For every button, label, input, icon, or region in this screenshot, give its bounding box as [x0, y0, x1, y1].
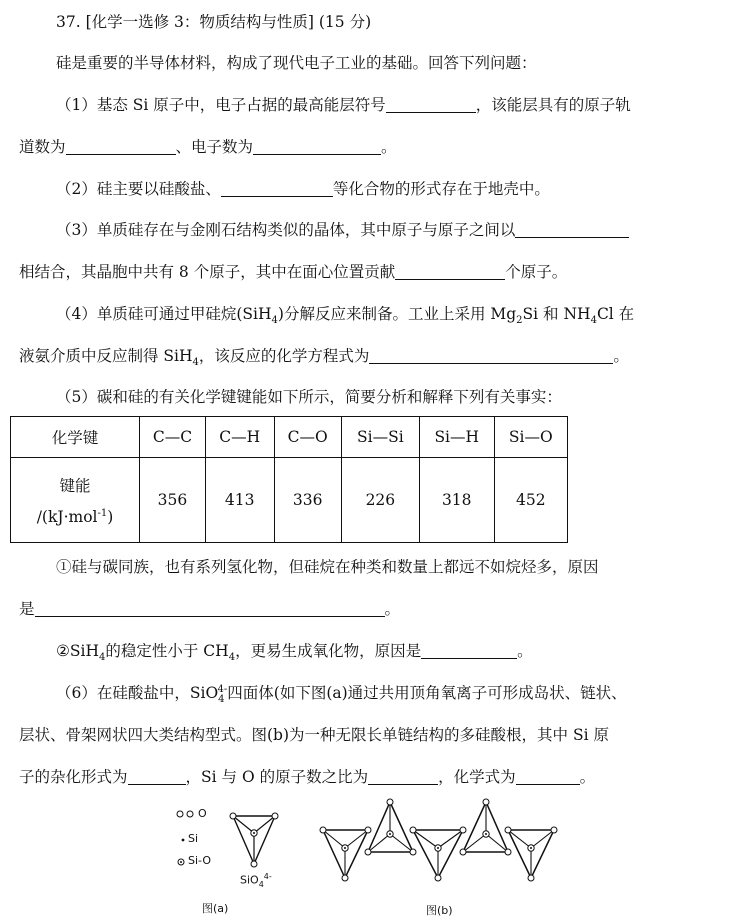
figure-b-silicate-chain: [318, 790, 568, 890]
answer-blank-2[interactable]: [221, 180, 333, 197]
table-cell-value: 318: [419, 458, 494, 543]
question-5-1-line-1: ①硅与碳同族，也有系列氢化物，但硅烷在种类和数量上都远不如烷烃多，原因: [56, 558, 599, 576]
answer-blank-6b[interactable]: [368, 768, 438, 785]
table-value-label: 键能 /(kJ·mol$^{-1}$): [11, 458, 140, 543]
question-1-line-1: （1）基态 Si 原子中，电子占据的最高能层符号 ，该能层具有的原子轨: [56, 96, 631, 114]
legend-label-o: O: [198, 807, 207, 820]
answer-blank-5-2[interactable]: [421, 642, 517, 659]
legend-label-si-o: Si-O: [188, 854, 211, 867]
table-cell-value: 356: [140, 458, 206, 543]
legend-label-si: Si: [188, 832, 199, 845]
table-cell-value: 336: [274, 458, 341, 543]
table-cell-bond: C—H: [205, 417, 274, 458]
table-cell-bond: C—O: [274, 417, 341, 458]
answer-blank-5-1[interactable]: [35, 600, 385, 617]
answer-blank-1c[interactable]: [253, 138, 381, 155]
table-cell-bond: Si—H: [419, 417, 494, 458]
question-2: （2）硅主要以硅酸盐、 等化合物的形式存在于地壳中。: [56, 180, 550, 198]
question-5: （5）碳和硅的有关化学键键能如下所示，简要分析和解释下列有关事实：: [56, 388, 562, 406]
question-3-line-1: （3）单质硅存在与金刚石结构类似的晶体，其中原子与原子之间以: [56, 218, 629, 240]
question-5-1-line-2: 是 。: [19, 600, 401, 618]
question-4-line-2: 液氨介质中反应制得 SiH$_4$，该反应的化学方程式为 。: [19, 347, 629, 369]
answer-blank-6a[interactable]: [128, 768, 186, 785]
table-cell-value: 413: [205, 458, 274, 543]
table-cell-bond: Si—O: [494, 417, 567, 458]
table-cell-value: 452: [494, 458, 567, 543]
answer-blank-3a[interactable]: [515, 221, 629, 238]
table-row: [11, 417, 568, 458]
question-header: 37. [化学一选修 3：物质结构与性质] (15 分): [56, 13, 372, 31]
bond-energy-table: [10, 416, 568, 543]
question-4-line-1: （4）单质硅可通过甲硅烷(SiH$_4$)分解反应来制备。工业上采用 $Mg_2Si$ 和 $NH_4Cl$ 在: [56, 305, 635, 327]
answer-blank-1a[interactable]: [386, 96, 476, 113]
table-cell-value: 226: [341, 458, 419, 543]
table-row: [11, 458, 568, 543]
question-6-line-3: 子的杂化形式为 ，Si 与 O 的原子数之比为 ，化学式为 。: [19, 768, 596, 786]
question-6-line-1: （6）在硅酸盐中，SiO$_4^{4-}$四面体(如下图(a)通过共用顶角氧离子可形成岛状、链状、: [56, 683, 627, 706]
answer-blank-6c[interactable]: [516, 768, 580, 785]
question-3-line-2: 相结合，其晶胞中共有 8 个原子，其中在面心位置贡献 个原子。: [19, 263, 568, 281]
answer-blank-3b[interactable]: [395, 263, 505, 280]
figure-a-caption: 图(a): [202, 902, 229, 915]
table-cell-bond: C—C: [140, 417, 206, 458]
question-6-line-2: 层状、骨架网状四大类结构型式。图(b)为一种无限长单链结构的多硅酸根，其中 Si 原: [19, 726, 609, 744]
table-header-label: 化学键: [11, 417, 140, 458]
question-5-2: ②SiH$_4$的稳定性小于 $CH_4$，更易生成氧化物，原因是 。: [56, 642, 533, 664]
table-cell-bond: Si—Si: [341, 417, 419, 458]
tetrahedron-label: SiO$_4^{4-}$: [240, 872, 272, 889]
answer-blank-1b[interactable]: [66, 138, 176, 155]
figure-b-caption: 图(b): [426, 904, 453, 917]
question-1-line-2: 道数为 、电子数为 。: [19, 138, 397, 156]
answer-blank-4[interactable]: [369, 347, 613, 364]
intro-text: 硅是重要的半导体材料，构成了现代电子工业的基础。回答下列问题：: [56, 54, 537, 72]
